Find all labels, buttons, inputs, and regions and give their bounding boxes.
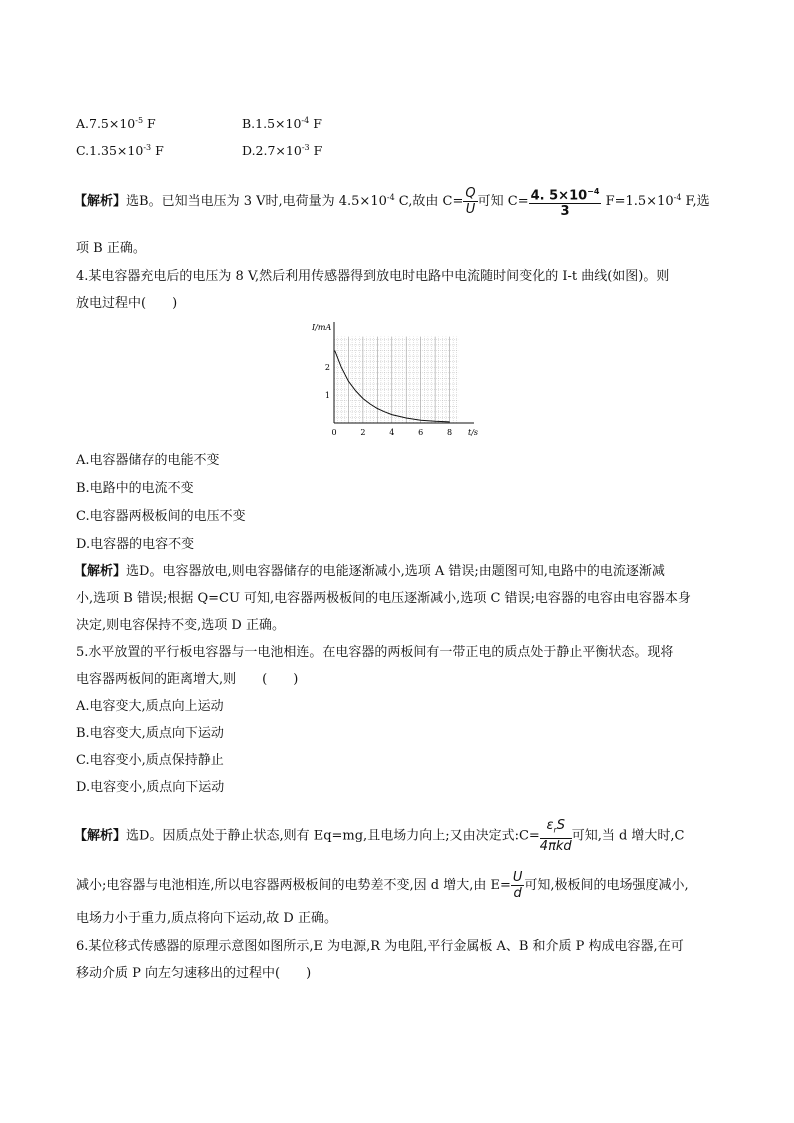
x-tick-label: 4 xyxy=(389,428,395,437)
q5-option-d: D.电容变小,质点向下运动 xyxy=(76,780,225,795)
q5-fraction-u-over-d: $\frac{U}{d}$ xyxy=(512,870,523,901)
x-tick-label: 6 xyxy=(418,428,424,437)
q5-option-b: B.电容变大,质点向下运动 xyxy=(76,726,224,741)
q4-analysis-line3: 决定,则电容保持不变,选项 D 正确。 xyxy=(76,618,285,633)
q6-stem-line1: 6.某位移式传感器的原理示意图如图所示,E 为电源,R 为电阻,平行金属板 A、B 和介质 P 构成电容器,在可 xyxy=(76,939,684,954)
q5-analysis-line2: 减小;电容器与电池相连,所以电容器两极板间的电势差不变,因 d 增大,由 E= $\frac{U}{d}$ 可知,极板间的电场强度减小, xyxy=(76,870,689,901)
q4-option-b: B.电路中的电流不变 xyxy=(76,481,194,496)
q4-analysis-line2: 小,选项 B 错误;根据 Q=CU 可知,电容器两极板间的电压逐渐减小,选项 C 错误;电容器的电容由电容器本身 xyxy=(76,591,691,606)
q3-fraction-q-over-u: $\frac{Q}{U}$ xyxy=(465,186,476,218)
q5-fraction-capacitance: $\frac{\varepsilon_rS}{\text{4πkd}}$ xyxy=(539,818,572,854)
i-t-curve-chart xyxy=(300,318,496,444)
q4-stem-line1: 4.某电容器充电后的电压为 8 V,然后利用传感器得到放电时电路中电流随时间变化的 I-t 曲线(如图)。则 xyxy=(76,269,670,284)
q3-analysis-line2: 项 B 正确。 xyxy=(76,241,146,256)
q4-analysis-line1: 【解析】选D。电容器放电,则电容器储存的电能逐渐减小,选项 A 错误;由题图可知,电路中的电流逐渐减 xyxy=(74,564,665,579)
q3-option-c: $C.1.35\times 10^{-3}$ F xyxy=(76,143,164,159)
q3-option-a: $A.7.5\times 10^{-5}$ F xyxy=(76,116,156,132)
y-axis-label: I/mA xyxy=(312,323,332,332)
q5-stem-line1: 5.水平放置的平行板电容器与一电池相连。在电容器的两板间有一带正电的质点处于静止平衡状态。现将 xyxy=(76,645,674,660)
q4-option-d: D.电容器的电容不变 xyxy=(76,537,195,552)
q4-option-a: A.电容器储存的电能不变 xyxy=(76,453,220,468)
y-tick-label: 1 xyxy=(324,391,330,401)
q5-analysis-line3: 电场力小于重力,质点将向下运动,故 D 正确。 xyxy=(76,911,337,926)
q3-option-d: $D.2.7\times 10^{-3}$ F xyxy=(242,143,323,159)
q3-fraction-value: $\frac{4. 5\times 10^{-4}}{3}$ xyxy=(529,184,602,219)
x-tick-label: 0 xyxy=(331,428,337,437)
q4-stem-line2: 放电过程中( ) xyxy=(76,296,178,311)
x-axis-label: t/s xyxy=(468,428,479,437)
q3-analysis-line1: 【解析】选B。已知当电压为 3 V时,电荷量为 $4.5\times 10^{-4}$ C,故由 C= $\frac{Q}{U}$ 可知 C= $\frac{4. 5\times 10^{-4}}{3}$ $F=1.5\times 10^{-4}$ F,选 xyxy=(74,184,710,219)
q3-option-b: $B.1.5\times 10^{-4}$ F xyxy=(242,116,322,132)
q5-stem-line2: 电容器两板间的距离增大,则 ( ) xyxy=(76,672,299,687)
q4-option-c: C.电容器两极板间的电压不变 xyxy=(76,509,246,524)
q5-analysis-line1: 【解析】选D。因质点处于静止状态,则有 Eq=mg,且电场力向上;又由决定式:C= $\frac{\varepsilon_rS}{\text{4πkd}}$ 可知,当 d 增大时,C xyxy=(74,818,685,854)
y-tick-label: 2 xyxy=(324,363,330,373)
x-tick-label: 2 xyxy=(360,428,366,437)
q5-option-a: A.电容变大,质点向上运动 xyxy=(76,699,224,714)
q5-option-c: C.电容变小,质点保持静止 xyxy=(76,753,224,768)
series-curve xyxy=(335,351,450,422)
q6-stem-line2: 移动介质 P 向左匀速移出的过程中( ) xyxy=(76,966,312,981)
x-tick-label: 8 xyxy=(447,428,453,437)
